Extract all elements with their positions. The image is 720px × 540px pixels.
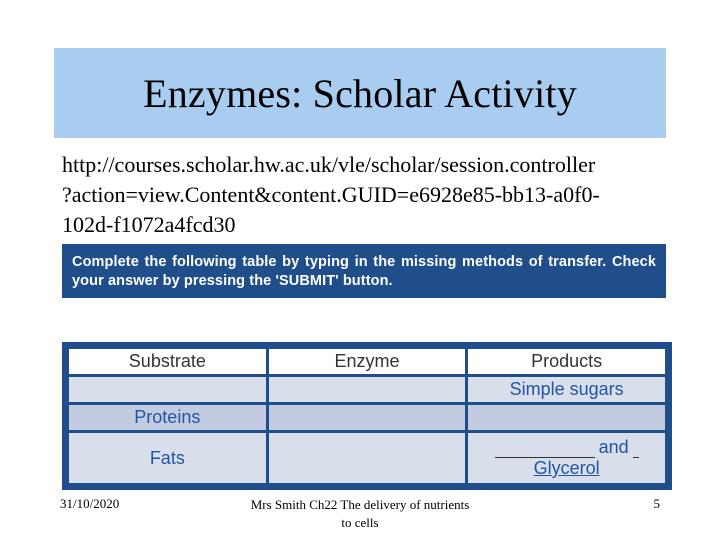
products-end-word: Glycerol	[533, 458, 600, 478]
footer-page-number: 5	[653, 496, 660, 511]
instruction-banner	[62, 244, 666, 298]
header-enzyme: Enzyme	[269, 349, 466, 374]
header-substrate: Substrate	[69, 349, 266, 374]
url-line-2[interactable]: ?action=view.Content&content.GUID=e6928e85-bb13-a0f0-	[62, 182, 600, 207]
url-line-3[interactable]: 102d-f1072a4fcd30	[62, 212, 236, 237]
products-input-2[interactable]	[468, 405, 665, 430]
table-row	[69, 377, 665, 402]
footer-date: 31/10/2020	[60, 496, 120, 511]
activity-url[interactable]	[62, 150, 672, 240]
substrate-cell-2: Proteins	[69, 405, 266, 430]
slide-title-banner	[54, 48, 666, 138]
enzyme-input-1[interactable]	[269, 377, 466, 402]
transfer-table-frame	[62, 342, 672, 490]
products-cell-1: Simple sugars	[468, 377, 665, 402]
table-header-row	[69, 349, 665, 374]
enzyme-input-3[interactable]	[269, 433, 466, 483]
header-products: Products	[468, 349, 665, 374]
products-blank-input-2[interactable]	[633, 456, 639, 458]
footer-center-text: Mrs Smith Ch22 The delivery of nutrients to cells	[250, 497, 470, 530]
substrate-cell-3: Fats	[69, 433, 266, 483]
products-cell-3	[468, 433, 665, 483]
instruction-text: Complete the following table by typing in the missing methods of transfer. Check your answer by pressing the 'SUBMIT' button.	[72, 254, 656, 289]
slide-title: Enzymes: Scholar Activity	[143, 70, 577, 116]
enzyme-input-2[interactable]	[269, 405, 466, 430]
substrate-input-1[interactable]	[69, 377, 266, 402]
transfer-table	[66, 346, 668, 486]
table-row	[69, 405, 665, 430]
url-line-1[interactable]: http://courses.scholar.hw.ac.uk/vle/scholar/session.controller	[62, 152, 596, 177]
table-row	[69, 433, 665, 483]
products-join-word: and	[598, 437, 629, 457]
